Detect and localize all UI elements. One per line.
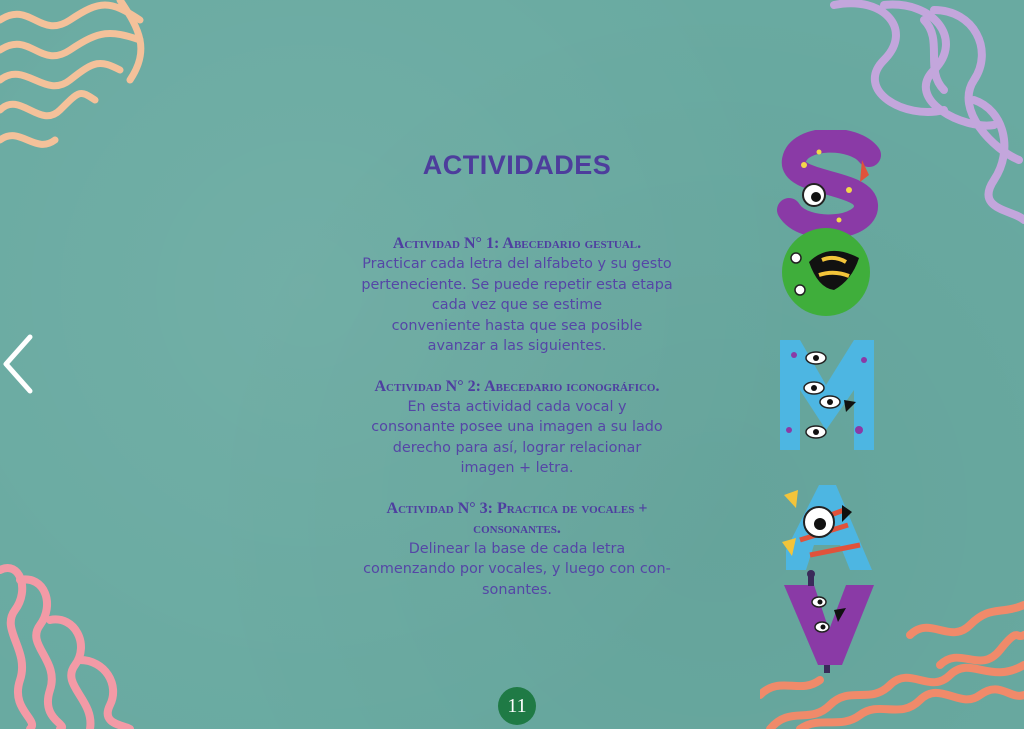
description-line: avanzar a las siguientes. xyxy=(427,338,607,354)
activity-item xyxy=(322,234,712,357)
monster-letter-o xyxy=(782,228,870,316)
description-line: conveniente hasta que sea posible xyxy=(391,317,643,334)
description-line: comenzando por vocales, y luego con con- xyxy=(363,561,671,577)
description-line: Practicar cada letra del alfabeto y su gesto xyxy=(362,256,672,272)
page-title: ACTIVIDADES xyxy=(422,150,612,180)
monster-letter-a xyxy=(782,485,872,570)
activities-list xyxy=(322,234,712,620)
squiggle-decoration-top-left xyxy=(0,0,170,160)
monster-letters-illustration xyxy=(774,130,884,675)
page-number-badge: 11 xyxy=(498,687,536,725)
description-line: En esta actividad cada vocal y xyxy=(407,398,627,415)
activity-item xyxy=(322,377,712,479)
monster-letter-m xyxy=(780,340,874,450)
activity-item xyxy=(322,499,712,601)
activity-description xyxy=(322,254,712,357)
description-line: perteneciente. Se puede repetir esta etapa xyxy=(361,276,673,293)
description-line: imagen + letra. xyxy=(460,460,574,476)
activity-description xyxy=(322,539,712,601)
description-line: sonantes. xyxy=(482,581,552,598)
description-line: derecho para así, lograr relacionar xyxy=(392,439,642,456)
activity-description xyxy=(322,397,712,479)
description-line: consonante posee una imagen a su lado xyxy=(371,419,663,435)
activity-heading: Actividad N° 3: Practica de vocales + consonantes. xyxy=(386,499,648,537)
activity-heading: Actividad N° 2: Abecedario iconográfico. xyxy=(374,377,660,395)
activity-heading: Actividad N° 1: Abecedario gestual. xyxy=(392,235,642,252)
chevron-left-icon[interactable] xyxy=(0,333,40,395)
description-line: Delinear la base de cada letra xyxy=(408,540,626,557)
monster-letter-s xyxy=(789,141,869,227)
squiggle-decoration-bottom-left xyxy=(0,560,160,729)
monster-letter-v xyxy=(784,570,874,673)
description-line: cada vez que se estime xyxy=(431,297,603,313)
